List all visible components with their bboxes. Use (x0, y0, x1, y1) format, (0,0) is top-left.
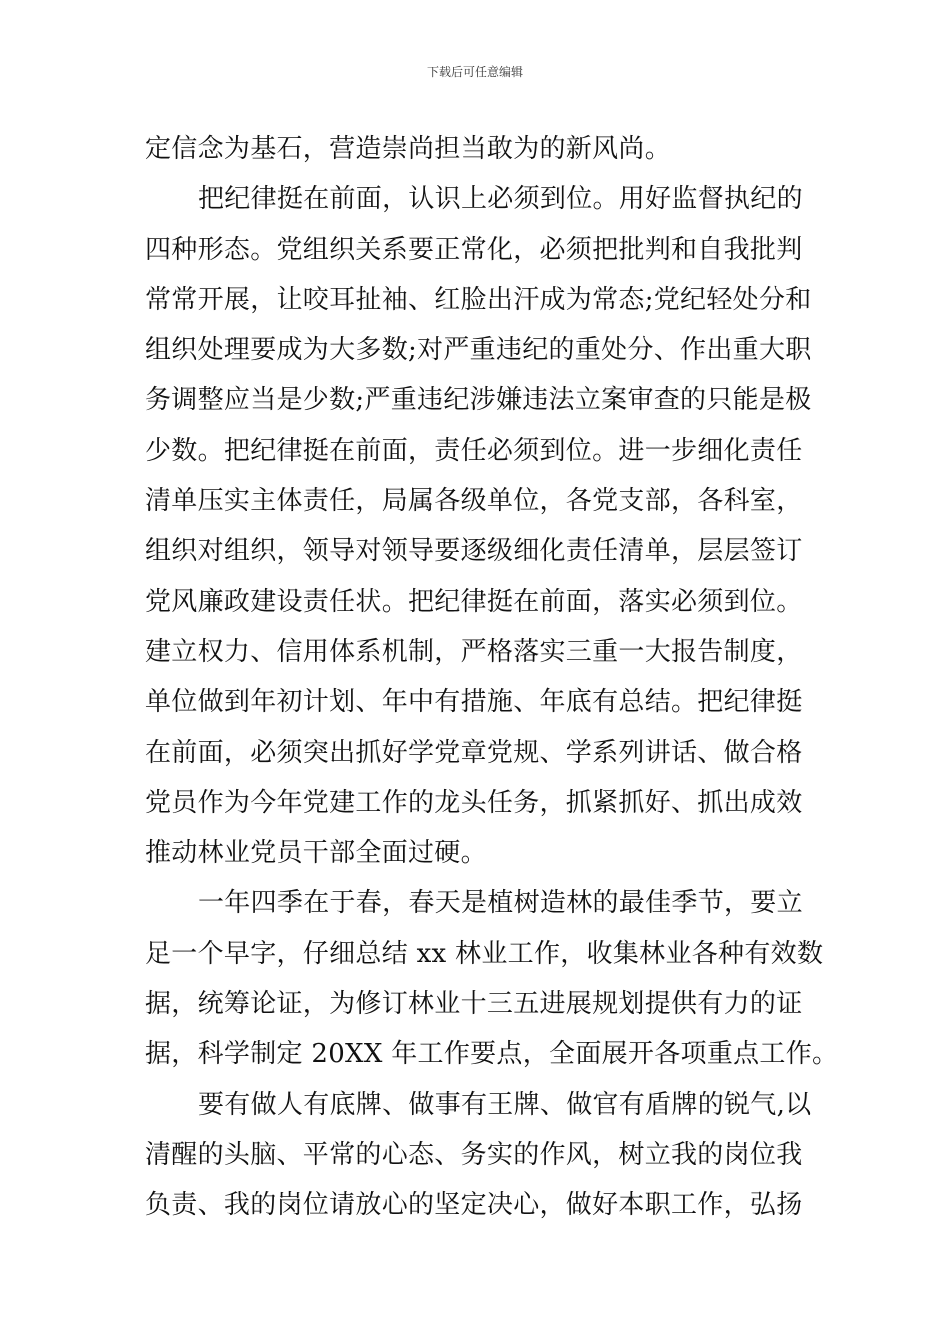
text-line: 单位做到年初计划、年中有措施、年底有总结。把纪律挺 (145, 687, 803, 718)
text-line: 负责、我的岗位请放心的坚定决心，做好本职工作，弘扬 (145, 1190, 803, 1221)
text-line: 清单压实主体责任，局属各级单位，各党支部，各科室， (145, 486, 803, 517)
text-line: 清醒的头脑、平常的心态、务实的作风，树立我的岗位我 (145, 1139, 803, 1170)
document-body (145, 124, 839, 1231)
paragraph-first-line: 一年四季在于春，春天是植树造林的最佳季节，要立 (198, 888, 803, 919)
text-line: 在前面，必须突出抓好学党章党规、学系列讲话、做合格 (145, 737, 803, 768)
text-line: 党风廉政建设责任状。把纪律挺在前面，落实必须到位。 (145, 586, 803, 617)
text-line: 据，科学制定 20XX 年工作要点，全面展开各项重点工作。 (145, 1039, 839, 1070)
text-line: 少数。把纪律挺在前面，责任必须到位。进一步细化责任 (145, 435, 803, 466)
text-line: 足一个早字，仔细总结 xx 林业工作，收集林业各种有效数 (145, 938, 824, 969)
text-line: 常常开展，让咬耳扯袖、红脸出汗成为常态;党纪轻处分和 (145, 284, 812, 315)
text-line: 组织处理要成为大多数;对严重违纪的重处分、作出重大职 (145, 335, 812, 366)
paragraph-first-line: 要有做人有底牌、做事有王牌、做官有盾牌的锐气,以 (198, 1089, 812, 1120)
paragraph-first-line: 把纪律挺在前面，认识上必须到位。用好监督执纪的 (198, 184, 803, 215)
page-header: 下载后可任意编辑 (426, 65, 523, 79)
text-line: 定信念为基石，营造崇尚担当敢为的新风尚。 (145, 134, 672, 164)
text-line: 四种形态。党组织关系要正常化，必须把批判和自我批判 (145, 234, 803, 265)
text-line: 党员作为今年党建工作的龙头任务，抓紧抓好、抓出成效 (145, 787, 803, 818)
text-line: 建立权力、信用体系机制，严格落实三重一大报告制度， (145, 636, 803, 667)
text-line: 务调整应当是少数;严重违纪涉嫌违法立案审查的只能是极 (145, 385, 812, 416)
text-line: 据，统筹论证，为修订林业十三五进展规划提供有力的证 (145, 989, 803, 1020)
text-line: 推动林业党员干部全面过硬。 (145, 838, 487, 869)
text-line: 组织对组织，领导对领导要逐级细化责任清单，层层签订 (145, 536, 803, 567)
